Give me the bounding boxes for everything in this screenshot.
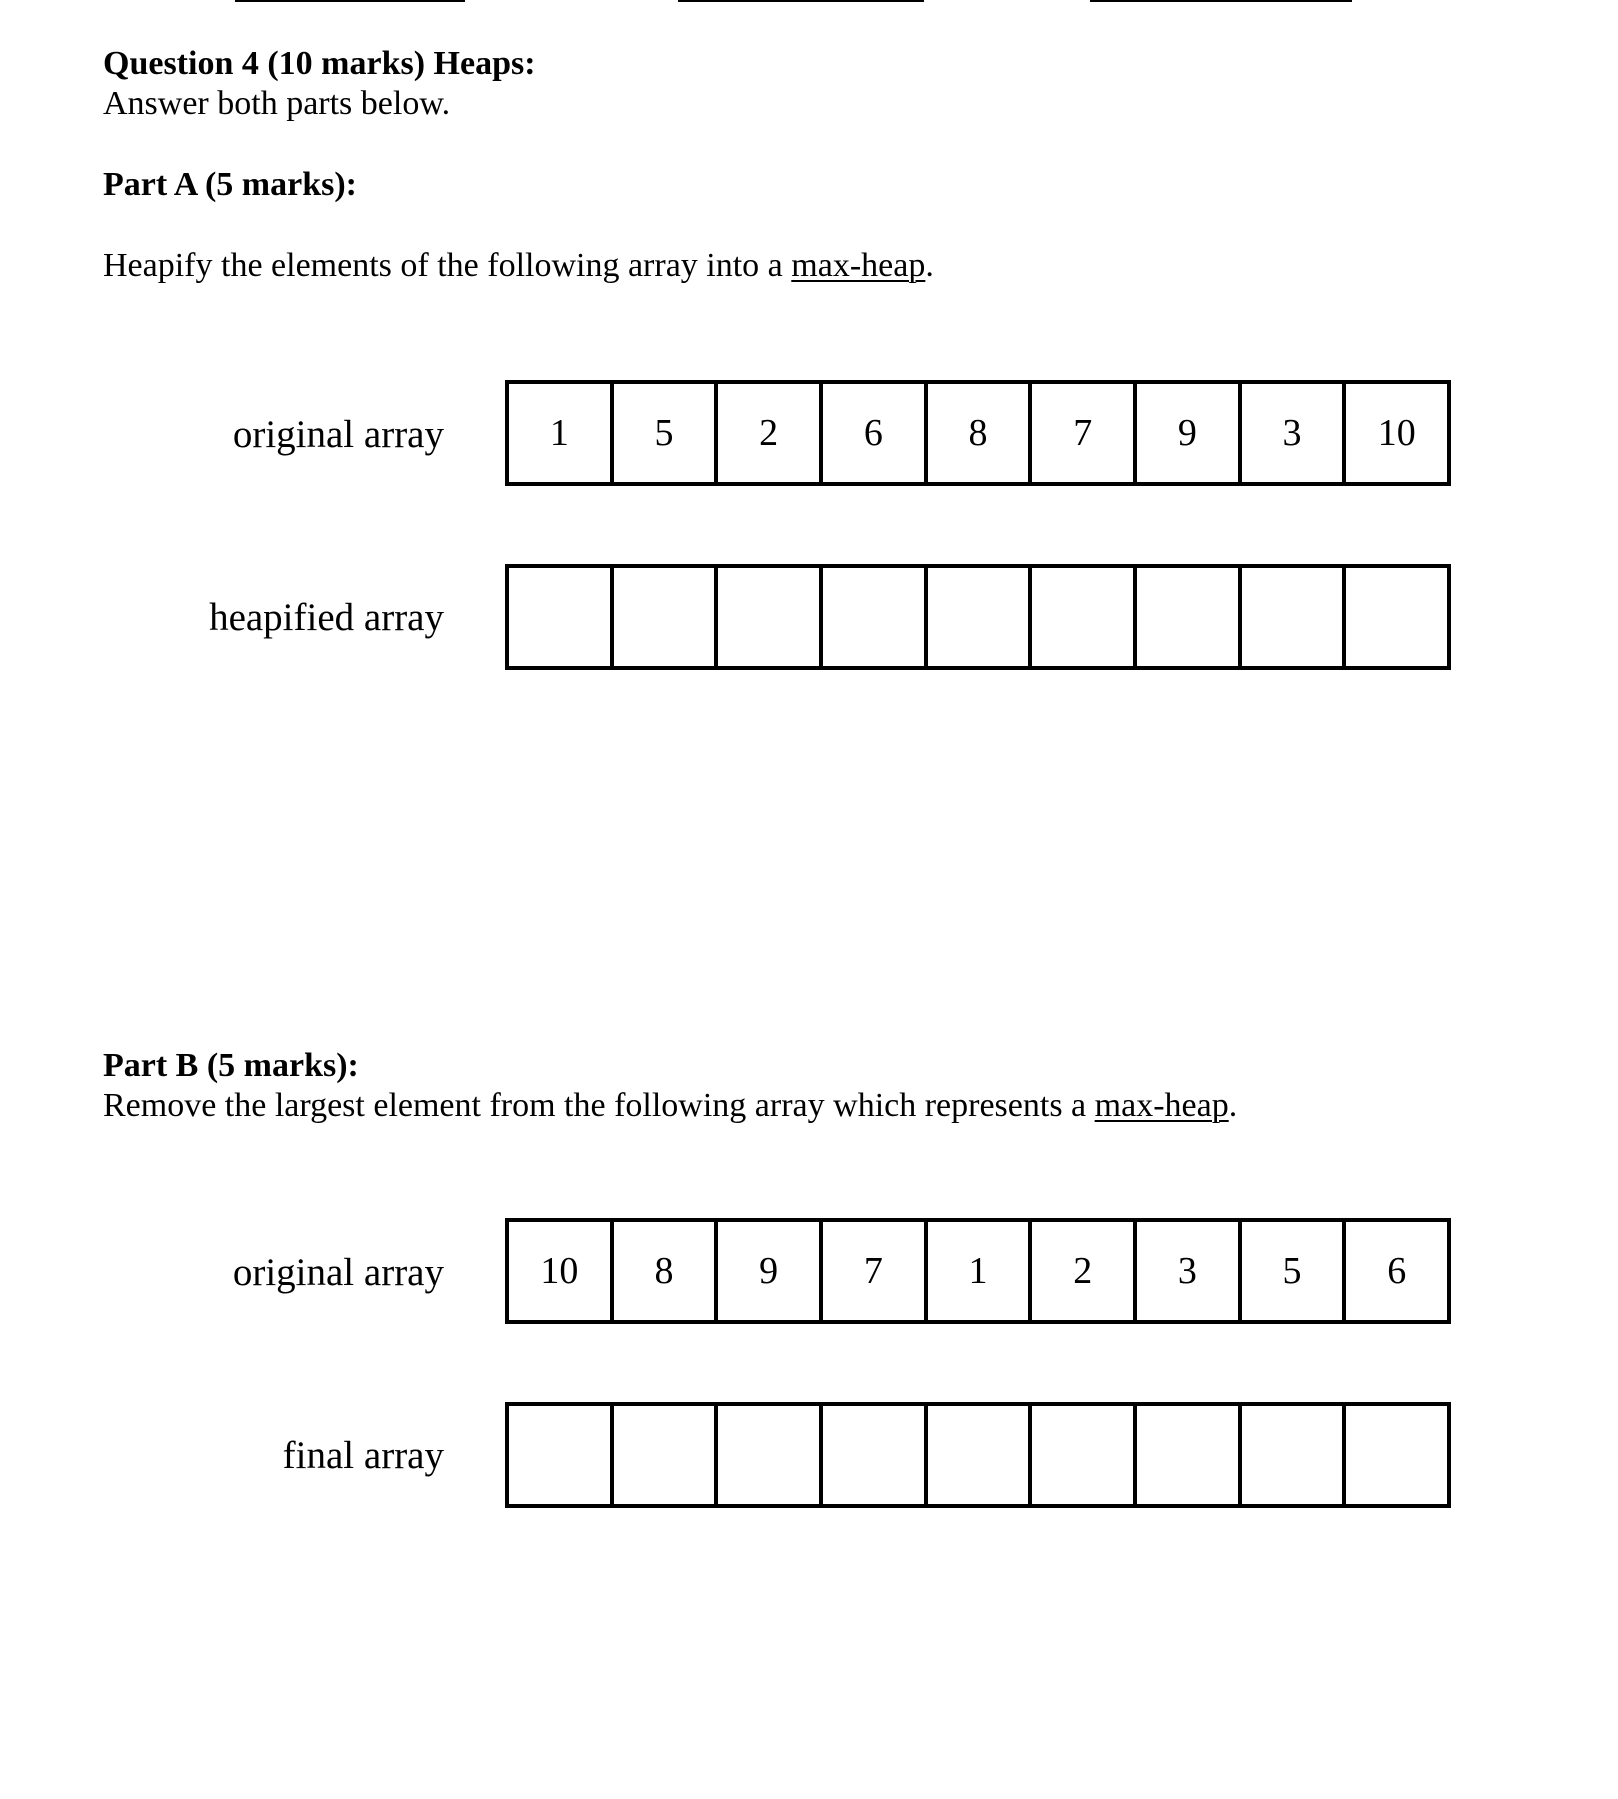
answer-cell[interactable] [509,568,610,666]
answer-cell[interactable] [1342,568,1447,666]
answer-cell[interactable] [1028,1406,1133,1504]
answer-cell[interactable] [1133,1406,1238,1504]
array-cell: 1 [549,412,569,454]
part-b-instruction-text: Remove the largest element from the following array which represents a [103,1087,1095,1124]
part-b-instruction [103,1086,1237,1126]
answer-cell[interactable] [1133,568,1238,666]
part-a-heapified-array [505,564,1451,670]
part-b-instruction-period: . [1228,1087,1238,1124]
answer-cell[interactable] [924,1406,1029,1504]
answer-cell[interactable] [1028,568,1133,666]
part-a-original-array [505,380,1451,486]
array-cell: 10 [540,1250,579,1292]
array-cell: 2 [714,384,819,482]
array-cell: 6 [819,384,924,482]
part-b-original-array [505,1218,1451,1324]
part-a-instruction-period: . [925,247,934,284]
array-cell: 3 [1238,384,1343,482]
part-a-original-array-label: original array [232,413,444,456]
answer-cell[interactable] [1342,1406,1447,1504]
answer-cell[interactable] [1238,568,1343,666]
array-cell: 7 [1028,384,1133,482]
array-cell: 6 [1342,1222,1447,1320]
array-cell: 1 [924,1222,1029,1320]
answer-cell[interactable] [1238,1406,1343,1504]
part-a-title: Part A (5 marks): [103,166,358,203]
part-a-instruction [103,246,934,286]
array-cell: 5 [610,384,715,482]
answer-blank-line [235,0,465,2]
answer-cell[interactable] [924,568,1029,666]
part-b-title: Part B (5 marks): [103,1047,359,1084]
answer-cell[interactable] [819,568,924,666]
part-a-heapified-array-label: heapified array [209,596,444,639]
array-cell: 2 [1028,1222,1133,1320]
part-b-final-array-label: final array [282,1434,444,1477]
array-cell: 3 [1133,1222,1238,1320]
part-b-final-array [505,1402,1451,1508]
answer-cell[interactable] [819,1406,924,1504]
question-instruction: Answer both parts below. [103,85,451,122]
answer-cell[interactable] [509,1406,610,1504]
answer-blank-line [678,0,924,2]
array-cell: 8 [610,1222,715,1320]
answer-blank-line [1090,0,1352,2]
array-cell: 9 [714,1222,819,1320]
part-b-max-heap-term: max-heap [1094,1087,1229,1124]
answer-cell[interactable] [610,1406,715,1504]
array-cell: 7 [819,1222,924,1320]
answer-cell[interactable] [714,1406,819,1504]
question-title: Question 4 (10 marks) Heaps: [103,45,536,82]
answer-cell[interactable] [610,568,715,666]
array-cell: 5 [1238,1222,1343,1320]
part-a-instruction-text: Heapify the elements of the following array into a [103,247,792,284]
answer-cell[interactable] [714,568,819,666]
part-a-max-heap-term: max-heap [791,247,926,284]
array-cell: 8 [924,384,1029,482]
array-cell: 9 [1133,384,1238,482]
part-b-original-array-label: original array [232,1251,444,1294]
array-cell: 10 [1342,384,1447,482]
